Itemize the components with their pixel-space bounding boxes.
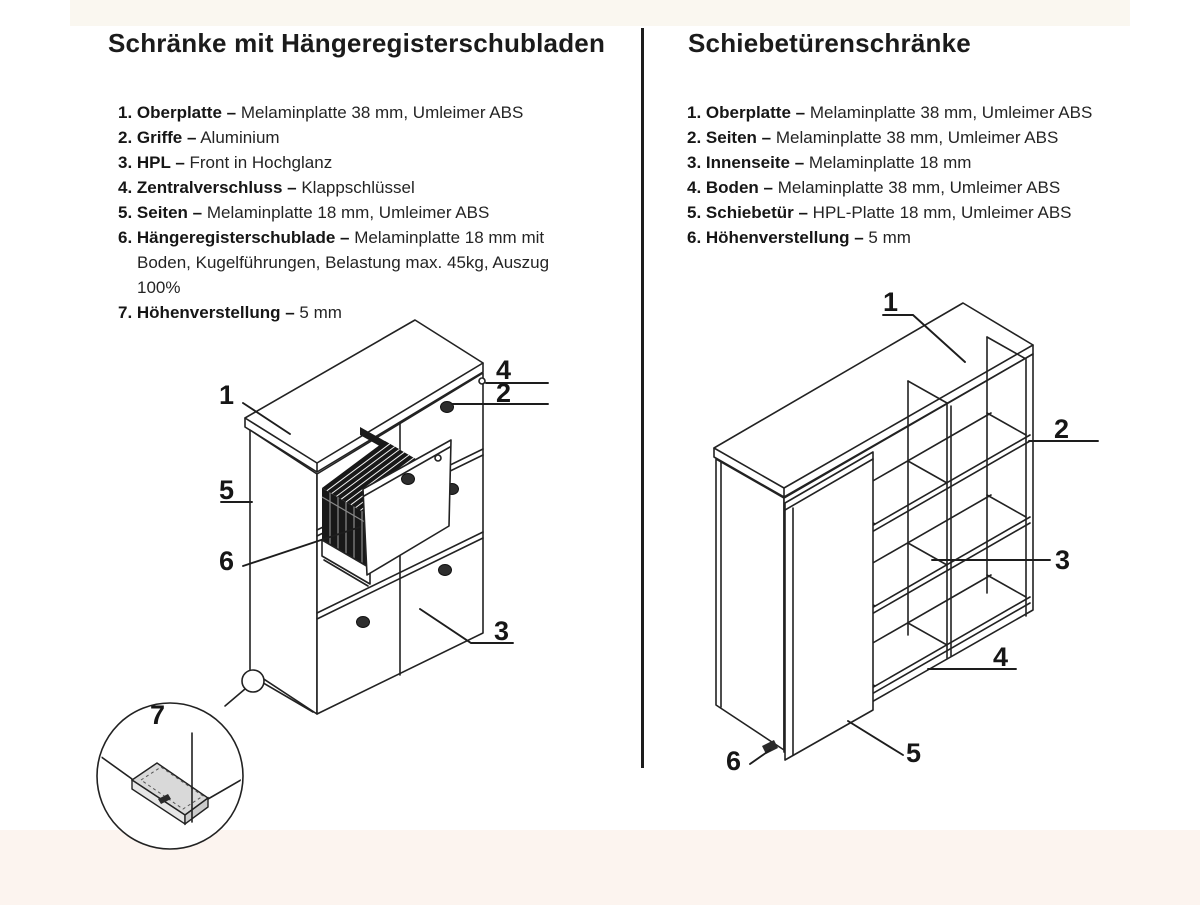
part-label-5: 5 (219, 475, 235, 505)
left-spec-list (118, 100, 596, 325)
spec-item: 5. Schiebetür – HPL-Platte 18 mm, Umleimer ABS (687, 203, 1072, 222)
right-section-title: Schiebetürenschränke (688, 28, 971, 58)
part-label-5: 5 (906, 738, 922, 768)
sliding-door (785, 452, 873, 760)
foot-detail-callout (97, 670, 264, 849)
central-lock (479, 378, 485, 384)
knob-icon (441, 402, 454, 413)
part-label-7: 7 (150, 700, 166, 730)
spec-item: 3. HPL – Front in Hochglanz (118, 153, 333, 172)
knob-icon (439, 565, 452, 576)
vertical-divider (641, 28, 644, 768)
side-panel (250, 430, 317, 714)
knob-icon (357, 617, 370, 628)
spec-item: 3. Innenseite – Melaminplatte 18 mm (687, 153, 972, 172)
part-label-4: 4 (496, 355, 512, 385)
part-label-3: 3 (1055, 545, 1071, 575)
spec-item: 4. Zentralverschluss – Klappschlüssel (118, 178, 415, 197)
spec-item: 6. Höhenverstellung – 5 mm (687, 228, 911, 247)
drawer-knob-icon (402, 474, 415, 485)
spec-item: 6. Hängeregisterschublade – Melaminplatte 18 mm mit Boden, Kugelführungen, Belastung max. 45kg, Auszug 100% (118, 228, 550, 297)
part-label-6: 6 (219, 546, 235, 576)
sliding-door-cabinet-diagram (660, 280, 1120, 780)
part-label-1: 1 (219, 380, 235, 410)
spec-item: 1. Oberplatte – Melaminplatte 38 mm, Umleimer ABS (687, 103, 1093, 122)
spec-item: 5. Seiten – Melaminplatte 18 mm, Umleimer ABS (118, 203, 490, 222)
part-label-3: 3 (494, 616, 510, 646)
part-label-6: 6 (726, 746, 742, 776)
part-label-1: 1 (883, 287, 899, 317)
hanging-file-cabinet-diagram (90, 300, 570, 860)
side-panel (716, 459, 784, 750)
part-label-2: 2 (496, 378, 512, 408)
part-label-2: 2 (1054, 414, 1070, 444)
top-background-band (70, 0, 1130, 26)
spec-item: 2. Griffe – Aluminium (118, 128, 280, 147)
spec-item: 1. Oberplatte – Melaminplatte 38 mm, Umleimer ABS (118, 103, 524, 122)
sliding-door-panel (785, 452, 873, 760)
drawer-lock (435, 455, 441, 461)
left-section-title: Schränke mit Hängeregisterschubladen (108, 28, 606, 58)
part-label-4: 4 (993, 642, 1009, 672)
spec-item: 7. Höhenverstellung – 5 mm (118, 303, 342, 322)
right-spec-list (687, 100, 1107, 250)
spec-item: 2. Seiten – Melaminplatte 38 mm, Umleimer ABS (687, 128, 1059, 147)
spec-item: 4. Boden – Melaminplatte 38 mm, Umleimer ABS (687, 178, 1061, 197)
